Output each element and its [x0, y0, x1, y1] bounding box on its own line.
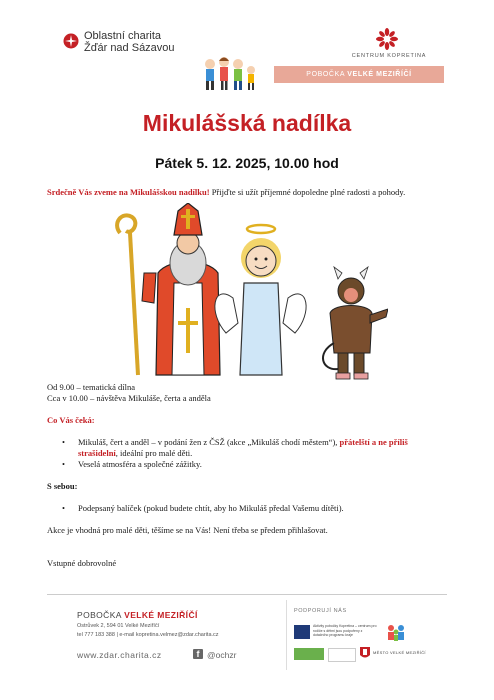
- schedule-section: [47, 382, 447, 569]
- footer-branch-prefix: POBOČKA: [77, 610, 125, 620]
- region-logo-icon: [294, 625, 310, 639]
- footer-address: Ostrůvek 2, 594 01 Velké Meziříčí: [77, 623, 160, 629]
- footer-vertical-divider: [286, 600, 287, 670]
- footer-branch-name: VELKÉ MEZIŘÍČÍ: [124, 610, 198, 620]
- devil-figure-icon: [323, 267, 388, 379]
- angel-figure-icon: [215, 225, 306, 375]
- note-paragraph: Akce je vhodná pro malé děti, těšíme se na Vás! Není třeba se předem přihlašovat.: [47, 525, 328, 535]
- org-line-1: Oblastní charita: [84, 30, 162, 42]
- town-crest-icon: [360, 647, 370, 660]
- schedule-line-2: Cca v 10.00 – návštěva Mikuláše, čerta a anděla: [47, 393, 211, 403]
- branch-name: VELKÉ MEZIŘÍČÍ: [347, 71, 412, 78]
- schedule-line-1: Od 9.00 – tematická dílna: [47, 382, 136, 392]
- center-name: CENTRUM KOPRETINA: [351, 53, 427, 59]
- children-illustration-icon: [200, 52, 260, 94]
- awaits-item-1-bold: přátelští a ne příliš strašidelní: [78, 437, 408, 458]
- bring-list: [47, 503, 447, 514]
- page-title: Mikulášská nadílka: [142, 110, 352, 136]
- branch-prefix: POBOČKA: [306, 71, 348, 78]
- awaits-heading: Co Vás čeká:: [47, 415, 95, 425]
- kopretina-flower-icon: [376, 28, 398, 50]
- org-line-2: Žďár nad Sázavou: [84, 42, 175, 54]
- family-logo-icon: [385, 622, 407, 642]
- intro-paragraph: [47, 187, 447, 198]
- facebook-icon[interactable]: f: [193, 649, 203, 659]
- intro-rest: Přijďte si užít příjemné dopoledne plné radosti a pohody.: [209, 187, 406, 197]
- footer-facebook-link[interactable]: @ochzr: [207, 650, 237, 660]
- footer-phone-email: tel 777 183 388 | e-mail kopretina.velmez@zdar.charita.cz: [77, 632, 219, 638]
- supporters-label: PODPORUJÍ NÁS: [294, 608, 347, 614]
- partner-logo-icon: [328, 648, 356, 662]
- list-item: [47, 437, 447, 459]
- list-item: [47, 459, 447, 470]
- footer-website-link[interactable]: www.zdar.charita.cz: [77, 650, 162, 660]
- green-partner-logo-icon: [294, 648, 324, 660]
- awaits-item-1-pre: Mikuláš, čert a anděl – v podání žen z ČSŽ (akce „Mikuláš chodí městem“),: [78, 437, 340, 447]
- mikulas-angel-devil-illustration: [108, 203, 388, 381]
- event-date: Pátek 5. 12. 2025, 10.00 hod: [155, 155, 339, 171]
- branch-bar: [274, 66, 444, 83]
- list-item: [47, 503, 447, 514]
- footer-contact: [77, 622, 219, 640]
- footer-divider: [47, 594, 447, 595]
- mikulas-figure-icon: [117, 203, 220, 375]
- org-name: [84, 30, 175, 54]
- town-name: MĚSTO VELKÉ MEZIŘÍČÍ: [373, 650, 426, 655]
- supporter-text: Aktivity pobočky Kopretina – centrum pro rodiče s dětmi jsou podpořeny z dotačního programu kraje: [313, 624, 377, 637]
- intro-highlight: Srdečně Vás zveme na Mikulášskou nadílku!: [47, 187, 210, 197]
- bring-heading: S sebou:: [47, 481, 78, 491]
- awaits-list: [47, 437, 447, 470]
- bring-item-1: Podepsaný balíček (pokud budete chtít, aby ho Mikuláš předal Vašemu dítěti).: [78, 503, 344, 513]
- caritas-logo-icon: [63, 33, 79, 49]
- entry-fee: Vstupné dobrovolné: [47, 558, 117, 568]
- footer-branch: [77, 610, 198, 620]
- awaits-item-2: Veselá atmosféra a společné zážitky.: [78, 459, 202, 469]
- awaits-item-1-post: , ideální pro malé děti.: [115, 448, 193, 458]
